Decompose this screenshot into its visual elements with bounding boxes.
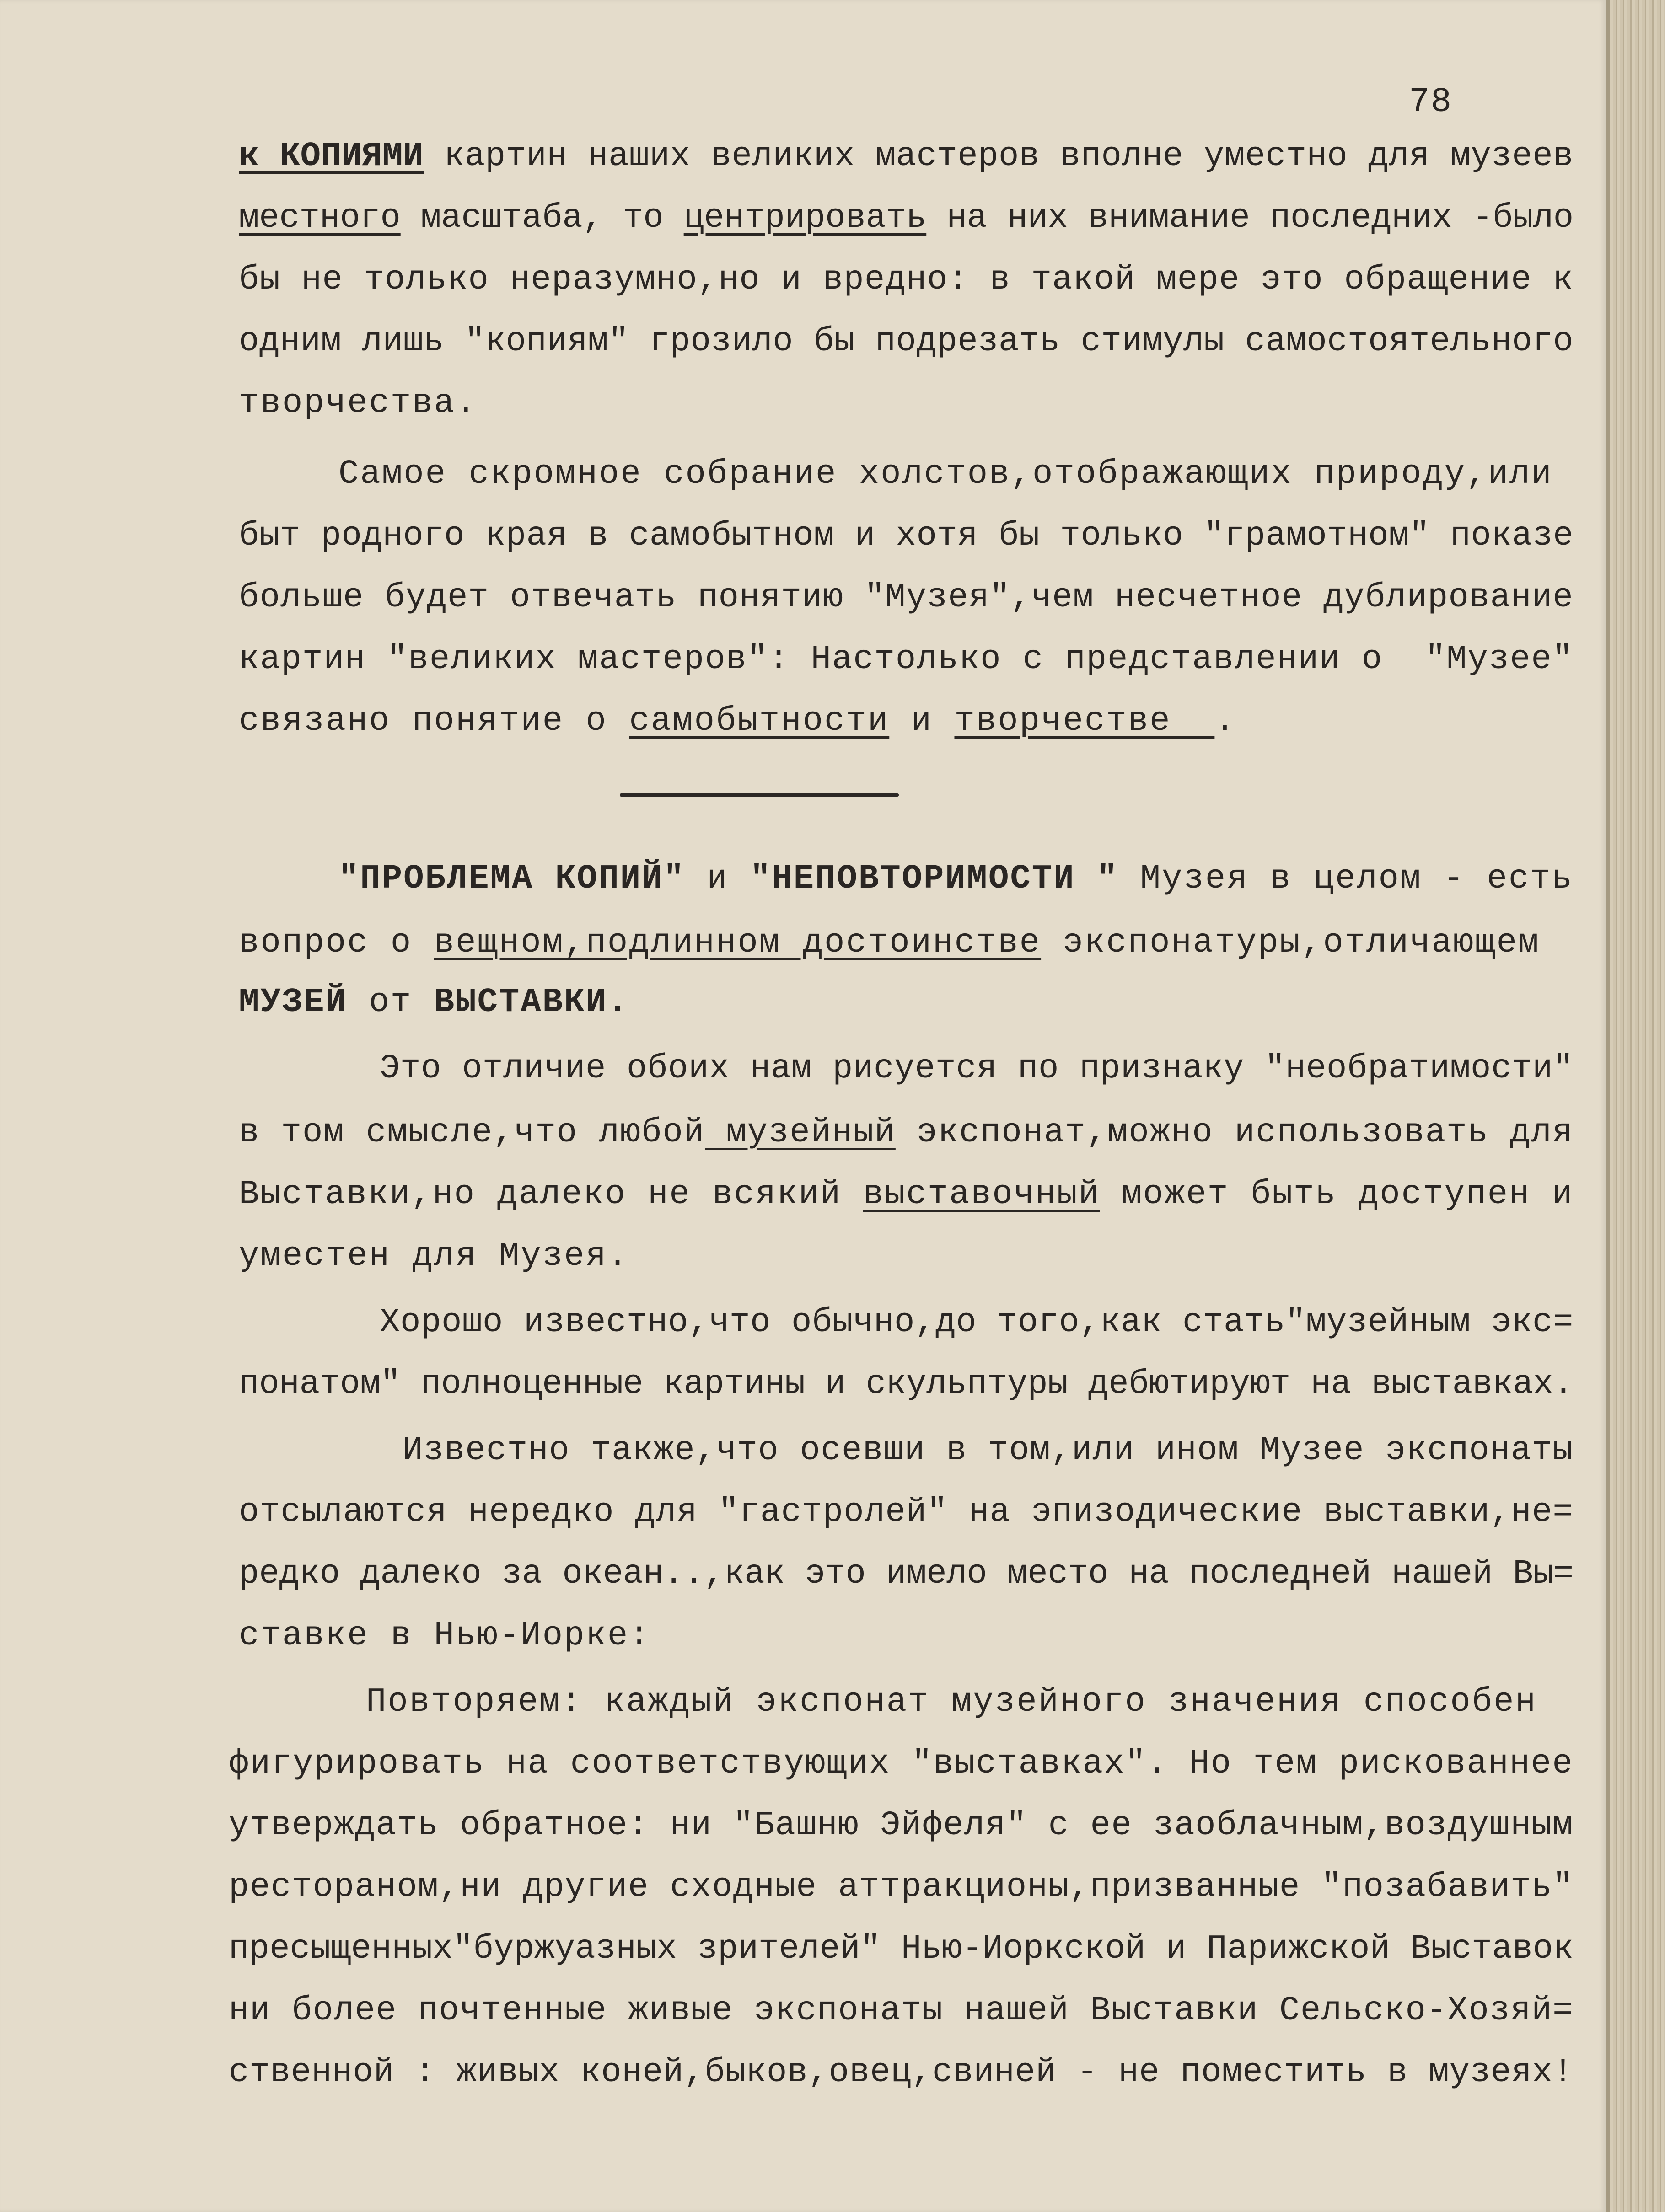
text-line: Это отличие обоих нам рисуется по признаку "необратимости" bbox=[380, 1050, 1574, 1088]
text-line: редко далеко за океан..,как это имело место на последней нашей Вы= bbox=[239, 1555, 1574, 1593]
text-line: понатом" полноценные картины и скульптуры дебютируют на выставках. bbox=[239, 1365, 1574, 1403]
text-span: и bbox=[889, 702, 955, 740]
text-span: на них внимание последних -было bbox=[926, 199, 1574, 237]
text-span: связано понятие о bbox=[239, 702, 629, 740]
underlined-creativity: творчестве bbox=[954, 702, 1215, 740]
text-line: быт родного края в самобытном и хотя бы только "грамотном" показе bbox=[239, 517, 1574, 555]
text-line bbox=[239, 1116, 1574, 1150]
underlined-local: местного bbox=[239, 199, 401, 237]
text-line: уместен для Музея. bbox=[239, 1237, 629, 1275]
text-line: Известно также,что осевши в том,или ином Музее экспонаты bbox=[403, 1431, 1574, 1470]
text-line bbox=[239, 137, 1574, 176]
text-span: может быть доступен и bbox=[1100, 1175, 1574, 1214]
page-stack-edges bbox=[1606, 0, 1665, 2212]
text-span: и bbox=[685, 860, 750, 898]
text-line: Хорошо известно,что обычно,до того,как стать"музейным экс= bbox=[380, 1303, 1574, 1342]
text-span: Выставки,но далеко не всякий bbox=[239, 1175, 863, 1214]
text-line bbox=[338, 862, 1574, 896]
text-line bbox=[239, 926, 1540, 960]
text-line: утверждать обратное: ни "Башню Эйфеля" с ее заоблачным,воздушным bbox=[229, 1806, 1574, 1845]
text-span: картин наших великих мастеров вполне уместно для музеев bbox=[424, 137, 1574, 176]
emphasis-exhibition: ВЫСТАВКИ. bbox=[434, 983, 629, 1022]
text-line: ставке в Нью-Иорке: bbox=[239, 1617, 651, 1655]
underlined-exhibition-exhibit: выставочный bbox=[863, 1175, 1100, 1214]
text-line: одним лишь "копиям" грозило бы подрезать стимулы самостоятельного bbox=[239, 322, 1574, 361]
text-line bbox=[239, 201, 1574, 235]
text-line: отсылаются нередко для "гастролей" на эпизодические выставки,не= bbox=[239, 1493, 1574, 1532]
text-line: картин "великих мастеров": Настолько с представлении о "Музее" bbox=[239, 640, 1574, 679]
text-span: от bbox=[347, 983, 434, 1022]
emphasis-uniqueness: "НЕПОВТОРИМОСТИ " bbox=[750, 860, 1119, 898]
text-line: творчества. bbox=[239, 384, 478, 423]
underlined-museum-exhibit: музейный bbox=[704, 1114, 896, 1152]
text-line: ни более почтенные живые экспонаты нашей Выставки Сельско-Хозяй= bbox=[229, 1992, 1574, 2030]
underlined-originality: самобытности bbox=[629, 702, 890, 740]
section-divider bbox=[620, 793, 899, 797]
text-span: вопрос о bbox=[239, 924, 434, 962]
text-line bbox=[239, 1175, 1574, 1214]
text-line: больше будет отвечать понятию "Музея",чем несчетное дублирование bbox=[239, 578, 1574, 617]
text-line: ственной : живых коней,быков,овец,свиней - не поместить в музеях! bbox=[229, 2053, 1574, 2092]
text-line: рестораном,ни другие сходные аттракционы,призванные "позабавить" bbox=[229, 1868, 1574, 1907]
text-span: экспонатуры,отличающем bbox=[1041, 924, 1540, 962]
text-line: фигурировать на соответствующих "выставках". Но тем рискованнее bbox=[229, 1745, 1574, 1783]
text-span: экспонат,можно использовать для bbox=[895, 1114, 1574, 1152]
text-line: Самое скромное собрание холстов,отображающих природу,или bbox=[338, 455, 1553, 493]
text-line bbox=[239, 983, 629, 1022]
underlined-dignity: вещном,подлинном достоинстве bbox=[434, 924, 1042, 962]
text-span: Музея в целом - есть bbox=[1118, 860, 1574, 898]
emphasis-copies-problem: "ПРОБЛЕМА КОПИЙ" bbox=[338, 860, 685, 898]
page-number: 78 bbox=[1409, 82, 1453, 122]
text-line: бы не только неразумно,но и вредно: в такой мере это обращение к bbox=[239, 261, 1574, 299]
text-span: в том смысле,что любой bbox=[239, 1114, 705, 1152]
emphasis-museum: МУЗЕЙ bbox=[239, 983, 348, 1022]
text-span: . bbox=[1214, 702, 1236, 740]
underlined-center: центрировать bbox=[683, 199, 927, 237]
text-line: Повторяем: каждый экспонат музейного значения способен bbox=[366, 1683, 1537, 1721]
emphasis-copies: к КОПИЯМИ bbox=[239, 137, 424, 176]
text-span: масштаба, то bbox=[400, 199, 684, 237]
text-line: пресыщенных"буржуазных зрителей" Нью-Иоркской и Парижской Выставок bbox=[229, 1930, 1574, 1968]
text-line bbox=[239, 704, 1236, 738]
